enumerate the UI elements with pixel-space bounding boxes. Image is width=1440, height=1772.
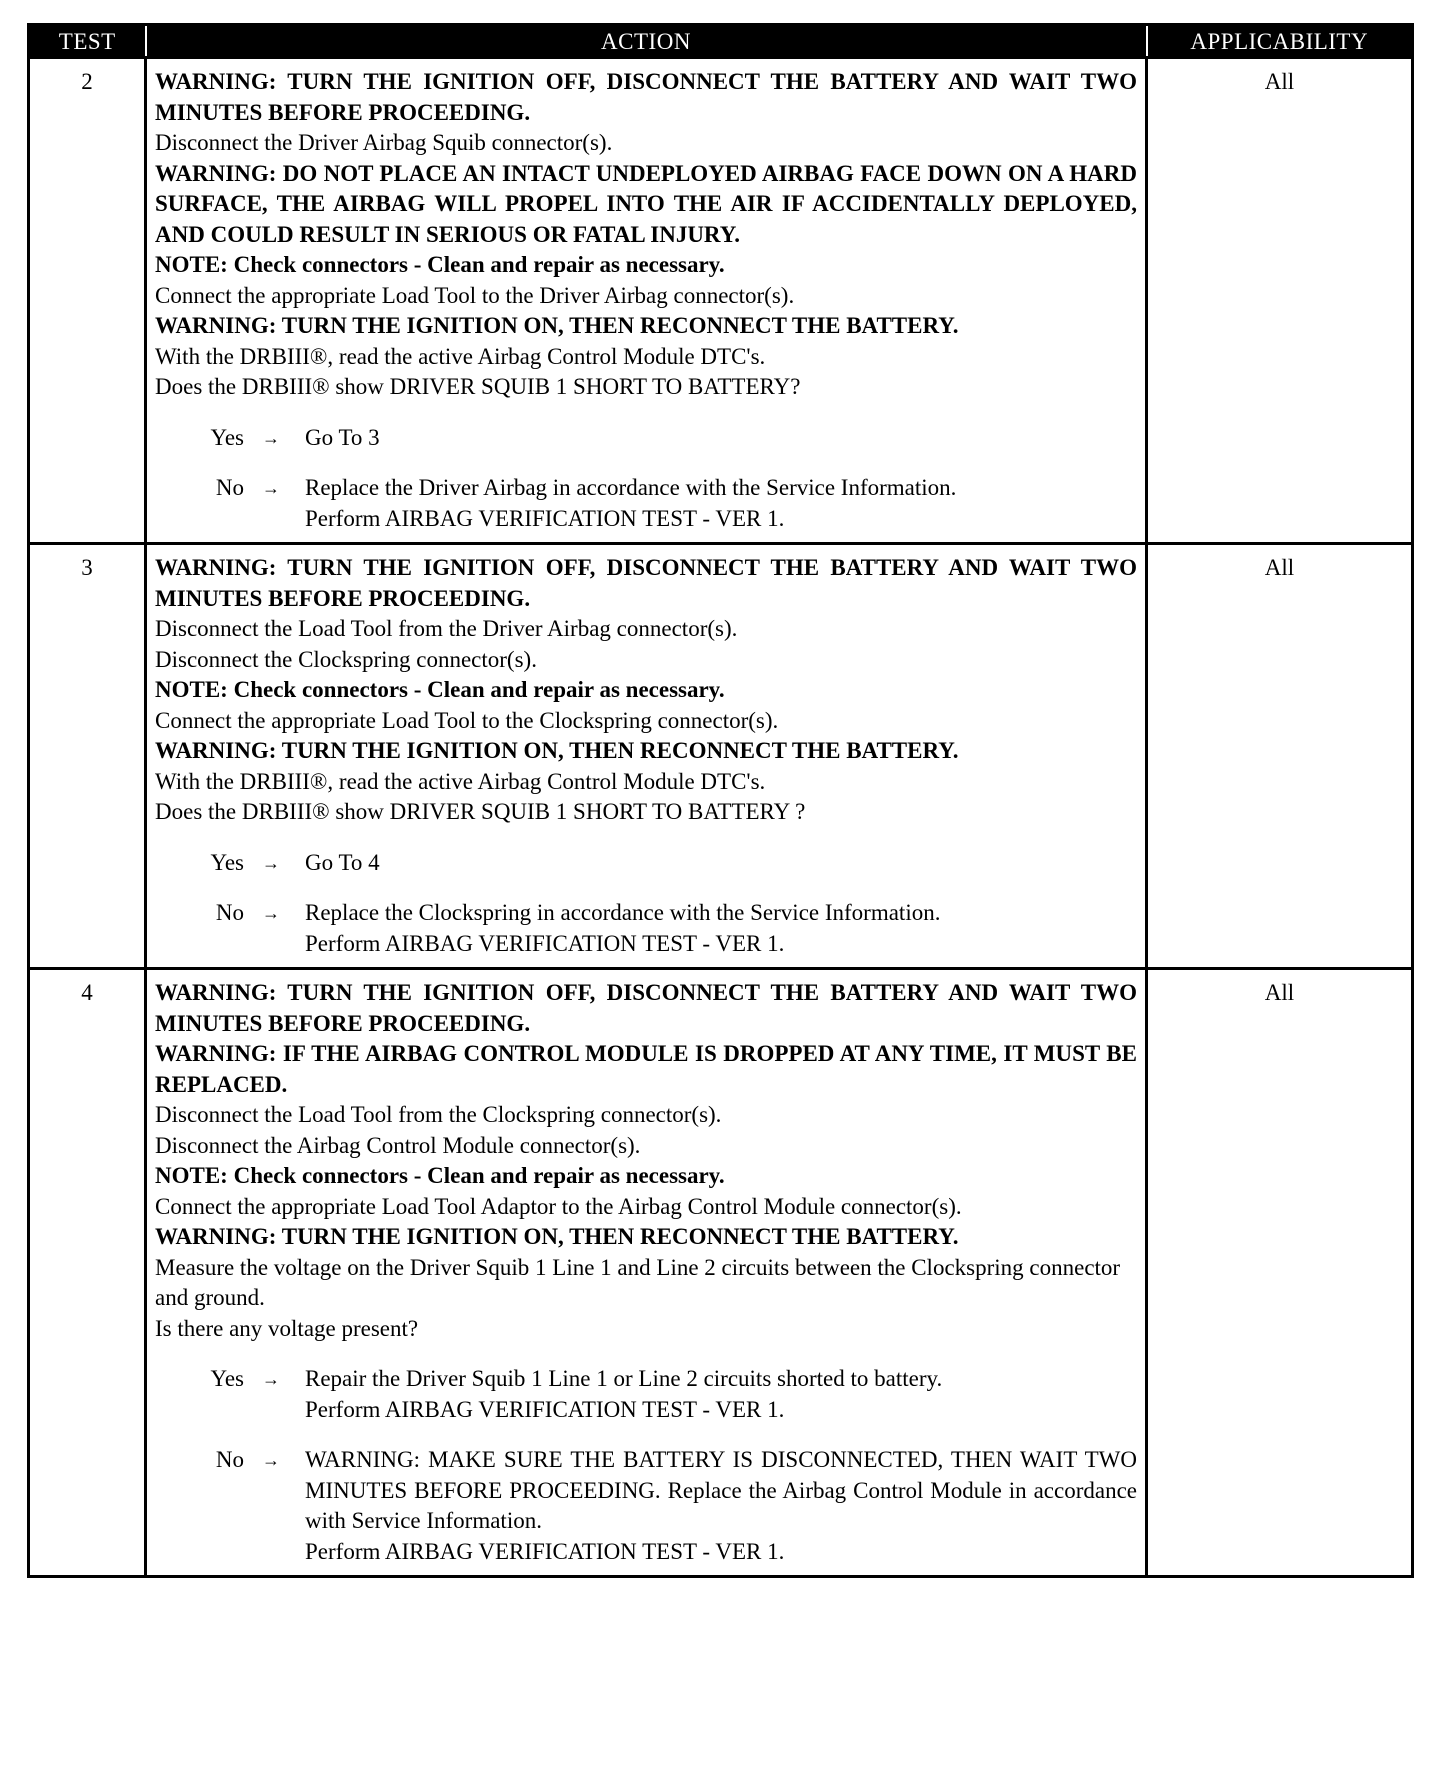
no-response [155,1445,1137,1567]
outcome-line: Perform AIRBAG VERIFICATION TEST - VER 1. [305,930,785,956]
applicability-value: All [1147,969,1413,1577]
warning-step: WARNING: TURN THE IGNITION ON, THEN RECONNECT THE BATTERY. [155,738,959,763]
right-arrow-icon: → [262,903,280,923]
table-header-row [29,25,1413,58]
yes-label: Yes [210,1366,244,1391]
instruction-step: Disconnect the Load Tool from the Clockspring connector(s). [155,1102,722,1127]
outcome-line: Perform AIRBAG VERIFICATION TEST - VER 1. [305,1396,785,1422]
right-arrow-icon: → [262,1369,280,1389]
warning-step: NOTE: Check connectors - Clean and repair as necessary. [155,677,725,702]
table-row [29,58,1413,544]
outcome-line: Replace the Driver Airbag in accordance with the Service Information. [305,475,957,500]
yes-response [155,1364,1137,1425]
header-action: ACTION [146,25,1147,58]
applicability-value: All [1147,58,1413,544]
no-label: No [215,900,244,925]
outcome-line: Go To 4 [305,849,380,875]
outcome-line: Repair the Driver Squib 1 Line 1 or Line 2 circuits shorted to battery. [305,1366,943,1391]
action-cell [146,58,1147,544]
action-cell [146,544,1147,969]
right-arrow-icon: → [262,427,280,448]
warning-step: WARNING: TURN THE IGNITION OFF, DISCONNECT THE BATTERY AND WAIT TWO MINUTES BEFORE PROCEEDING. [155,555,1137,611]
test-number: 4 [29,969,146,1577]
table-row [29,969,1413,1577]
warning-step: WARNING: TURN THE IGNITION ON, THEN RECONNECT THE BATTERY. [155,1224,959,1249]
header-applicability: APPLICABILITY [1147,25,1413,58]
instruction-step: Does the DRBIII® show DRIVER SQUIB 1 SHORT TO BATTERY ? [155,799,806,824]
instruction-step: With the DRBIII®, read the active Airbag Control Module DTC's. [155,343,766,369]
warning-step: NOTE: Check connectors - Clean and repair as necessary. [155,1163,725,1188]
right-arrow-icon: → [262,1450,280,1470]
yes-response [155,848,1137,879]
diagnostic-test-table-container [27,23,1411,1578]
no-outcome [305,1445,1137,1567]
outcome-line: WARNING: MAKE SURE THE BATTERY IS DISCONNECTED, THEN WAIT TWO MINUTES BEFORE PROCEEDING. Replace the Airbag Control Module in accordance with Service Information. [305,1447,1137,1533]
test-number: 2 [29,58,146,544]
applicability-value: All [1147,544,1413,969]
yes-outcome [305,423,1137,454]
instruction-step: Disconnect the Airbag Control Module connector(s). [155,1132,641,1158]
instruction-step: With the DRBIII®, read the active Airbag Control Module DTC's. [155,768,766,794]
instruction-step: Measure the voltage on the Driver Squib 1 Line 1 and Line 2 circuits between the Clockspring connector and ground. [155,1254,1121,1310]
test-number: 3 [29,544,146,969]
warning-step: WARNING: TURN THE IGNITION OFF, DISCONNECT THE BATTERY AND WAIT TWO MINUTES BEFORE PROCEEDING. [155,69,1137,125]
warning-step: WARNING: TURN THE IGNITION ON, THEN RECONNECT THE BATTERY. [155,313,959,338]
instruction-step: Disconnect the Clockspring connector(s). [155,646,537,672]
instruction-step: Connect the appropriate Load Tool to the Driver Airbag connector(s). [155,282,795,308]
yes-label: Yes [210,424,244,450]
no-outcome [305,898,1137,959]
no-label: No [215,475,244,500]
outcome-line: Go To 3 [305,424,380,450]
right-arrow-icon: → [262,852,280,873]
no-label: No [215,1447,244,1472]
table-row [29,544,1413,969]
yes-outcome [305,1364,1137,1425]
instruction-step: Is there any voltage present? [155,1315,419,1341]
no-response [155,473,1137,534]
yes-label: Yes [210,849,244,875]
no-response [155,898,1137,959]
outcome-line: Perform AIRBAG VERIFICATION TEST - VER 1. [305,1538,785,1564]
outcome-line: Replace the Clockspring in accordance with the Service Information. [305,900,941,925]
yes-outcome [305,848,1137,879]
warning-step: NOTE: Check connectors - Clean and repair as necessary. [155,252,725,277]
warning-step: WARNING: DO NOT PLACE AN INTACT UNDEPLOYED AIRBAG FACE DOWN ON A HARD SURFACE, THE AIRBAG WILL PROPEL INTO THE AIR IF ACCIDENTALLY DEPLOYED, AND COULD RESULT IN SERIOUS OR FATAL INJURY. [155,160,1137,247]
warning-step: WARNING: TURN THE IGNITION OFF, DISCONNECT THE BATTERY AND WAIT TWO MINUTES BEFORE PROCEEDING. [155,980,1137,1036]
instruction-step: Connect the appropriate Load Tool to the Clockspring connector(s). [155,707,779,733]
yes-response [155,423,1137,454]
outcome-line: Perform AIRBAG VERIFICATION TEST - VER 1. [305,505,785,531]
instruction-step: Disconnect the Load Tool from the Driver Airbag connector(s). [155,616,738,641]
header-test: TEST [29,25,146,58]
instruction-step: Disconnect the Driver Airbag Squib connector(s). [155,130,613,155]
no-outcome [305,473,1137,534]
right-arrow-icon: → [262,478,280,498]
warning-step: WARNING: IF THE AIRBAG CONTROL MODULE IS DROPPED AT ANY TIME, IT MUST BE REPLACED. [155,1041,1137,1097]
action-cell [146,969,1147,1577]
instruction-step: Connect the appropriate Load Tool Adaptor to the Airbag Control Module connector(s). [155,1193,962,1219]
instruction-step: Does the DRBIII® show DRIVER SQUIB 1 SHORT TO BATTERY? [155,374,801,399]
diagnostic-test-table [27,23,1414,1578]
